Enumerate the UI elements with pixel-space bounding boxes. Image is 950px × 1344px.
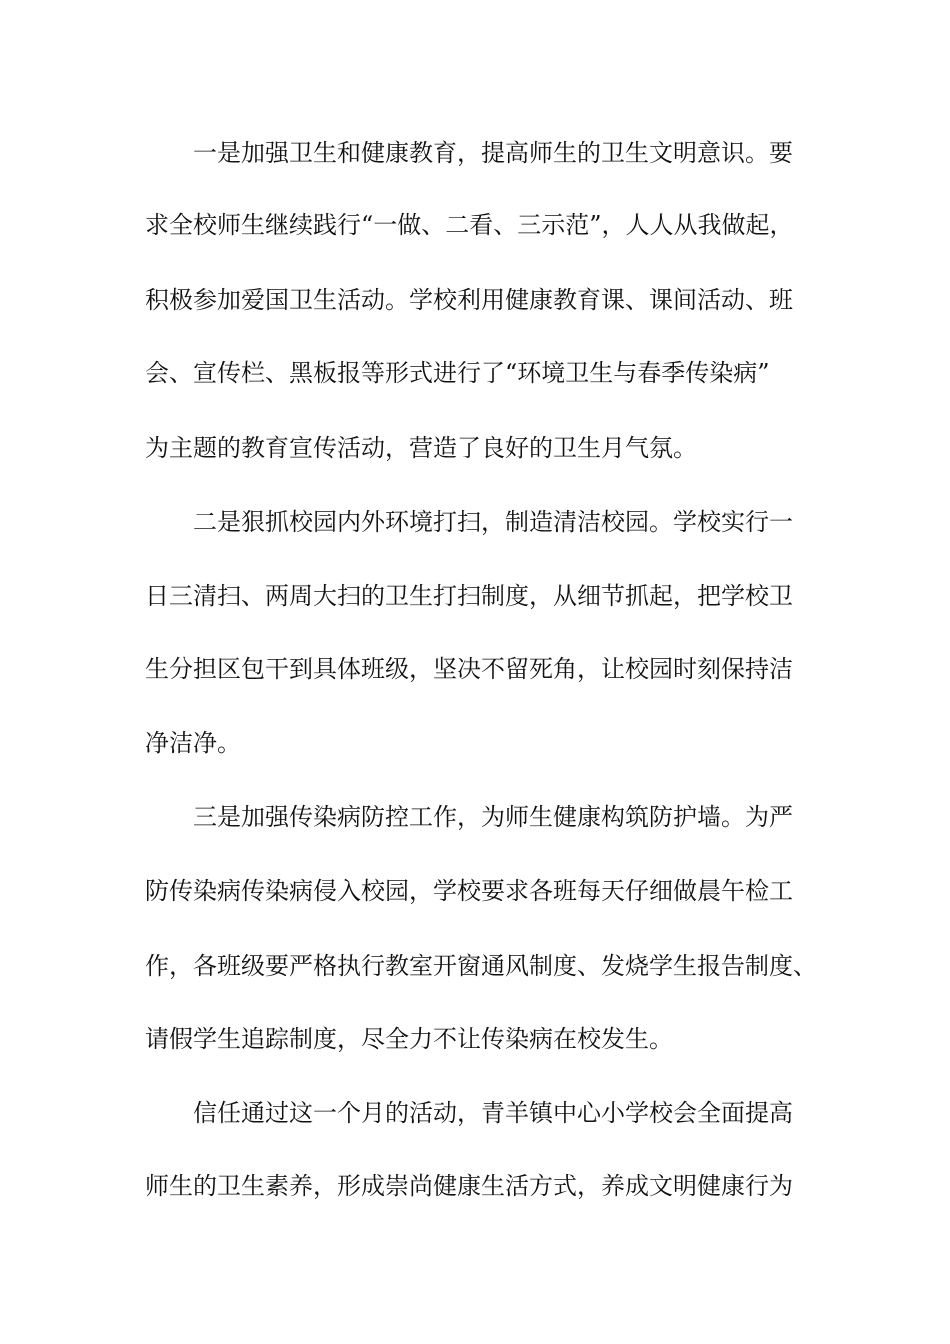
paragraph-4-line-2: 师生的卫生素养，形成崇尚健康生活方式，养成文明健康行为 [145, 1172, 793, 1200]
paragraph-3-line-1: 三是加强传染病防控工作，为师生健康构筑防护墙。为严 [193, 803, 793, 831]
paragraph-1-line-4: 会、宣传栏、黑板报等形式进行了“环境卫生与春季传染病” [145, 359, 770, 387]
paragraph-1-line-2: 求全校师生继续践行“一做、二看、三示范”，人人从我做起， [145, 211, 794, 239]
paragraph-2-line-1: 二是狠抓校园内外环境打扫，制造清洁校园。学校实行一 [193, 508, 793, 536]
paragraph-1-line-5: 为主题的教育宣传活动，营造了良好的卫生月气氛。 [145, 434, 697, 462]
paragraph-1-line-1: 一是加强卫生和健康教育，提高师生的卫生文明意识。要 [193, 139, 793, 167]
paragraph-1-line-3: 积极参加爱国卫生活动。学校利用健康教育课、课间活动、班 [145, 286, 793, 314]
paragraph-2-line-3: 生分担区包干到具体班级，坚决不留死角，让校园时刻保持洁 [145, 655, 793, 683]
paragraph-3-line-2: 防传染病传染病侵入校园，学校要求各班每天仔细做晨午检工 [145, 877, 793, 905]
paragraph-3-line-4: 请假学生追踪制度，尽全力不让传染病在校发生。 [145, 1025, 673, 1053]
paragraph-2-line-4: 净洁净。 [145, 729, 241, 757]
paragraph-2-line-2: 日三清扫、两周大扫的卫生打扫制度，从细节抓起，把学校卫 [145, 582, 793, 610]
paragraph-4-line-1: 信任通过这一个月的活动，青羊镇中心小学校会全面提高 [193, 1099, 793, 1127]
paragraph-3-line-3: 作，各班级要严格执行教室开窗通风制度、发烧学生报告制度、 [145, 952, 817, 980]
